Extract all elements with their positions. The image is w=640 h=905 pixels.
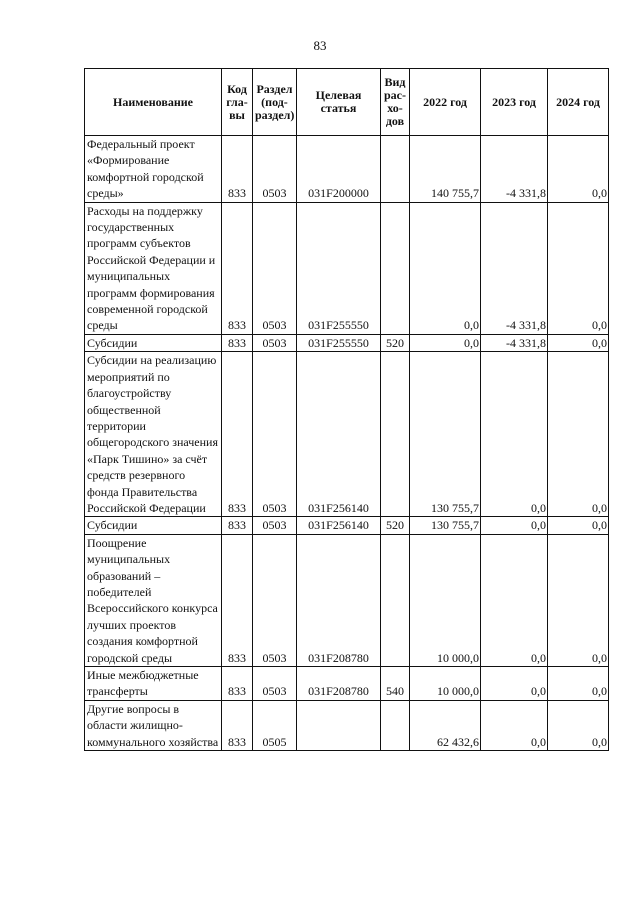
row-2022: 62 432,6 <box>410 700 481 750</box>
row-2023: 0,0 <box>481 517 548 534</box>
row-2022: 130 755,7 <box>410 517 481 534</box>
row-2024: 0,0 <box>548 667 609 701</box>
row-target: 031F256140 <box>297 517 381 534</box>
row-vid: 540 <box>381 667 410 701</box>
row-name: Федеральный проект «Формирование комфортной городской среды» <box>85 136 222 203</box>
header-row <box>85 69 609 136</box>
row-2023: 0,0 <box>481 667 548 701</box>
row-name: Расходы на поддержку государственных программ субъектов Российской Федерации и муниципальных программ формирования современной городской среды <box>85 202 222 334</box>
row-code: 833 <box>222 352 253 517</box>
row-2024: 0,0 <box>548 352 609 517</box>
row-code: 833 <box>222 517 253 534</box>
row-section: 0503 <box>253 517 297 534</box>
table-row <box>85 700 609 750</box>
table-row <box>85 334 609 351</box>
page-number: 83 <box>313 38 327 53</box>
row-section: 0503 <box>253 202 297 334</box>
row-code: 833 <box>222 202 253 334</box>
row-2022: 140 755,7 <box>410 136 481 203</box>
row-vid: 520 <box>381 334 410 351</box>
row-2022: 10 000,0 <box>410 667 481 701</box>
row-2022: 0,0 <box>410 202 481 334</box>
row-vid <box>381 136 410 203</box>
header-2022: 2022 год <box>410 69 481 136</box>
row-2022: 130 755,7 <box>410 352 481 517</box>
row-code: 833 <box>222 334 253 351</box>
header-2023: 2023 год <box>481 69 548 136</box>
row-vid <box>381 352 410 517</box>
row-code: 833 <box>222 667 253 701</box>
row-2024: 0,0 <box>548 334 609 351</box>
table-row <box>85 517 609 534</box>
row-section: 0503 <box>253 534 297 666</box>
table-row <box>85 667 609 701</box>
row-2024: 0,0 <box>548 202 609 334</box>
row-name: Субсидии <box>85 334 222 351</box>
row-vid <box>381 202 410 334</box>
table-row <box>85 202 609 334</box>
row-target: 031F255550 <box>297 334 381 351</box>
row-2023: -4 331,8 <box>481 334 548 351</box>
row-name: Иные межбюджетные трансферты <box>85 667 222 701</box>
row-2022: 10 000,0 <box>410 534 481 666</box>
table-row <box>85 352 609 517</box>
header-code: Код гла- вы <box>222 69 253 136</box>
row-2024: 0,0 <box>548 534 609 666</box>
row-code: 833 <box>222 534 253 666</box>
row-2024: 0,0 <box>548 136 609 203</box>
row-section: 0503 <box>253 334 297 351</box>
header-vid: Вид рас- хо- дов <box>381 69 410 136</box>
row-vid <box>381 534 410 666</box>
row-target: 031F255550 <box>297 202 381 334</box>
row-section: 0505 <box>253 700 297 750</box>
row-name: Другие вопросы в области жилищно-коммунального хозяйства <box>85 700 222 750</box>
row-2023: 0,0 <box>481 352 548 517</box>
row-section: 0503 <box>253 352 297 517</box>
row-target: 031F200000 <box>297 136 381 203</box>
row-name: Поощрение муниципальных образований – победителей Всероссийского конкурса лучших проектов создания комфортной городской среды <box>85 534 222 666</box>
row-code: 833 <box>222 700 253 750</box>
row-target: 031F208780 <box>297 667 381 701</box>
header-target: Целевая статья <box>297 69 381 136</box>
row-section: 0503 <box>253 667 297 701</box>
row-section: 0503 <box>253 136 297 203</box>
row-code: 833 <box>222 136 253 203</box>
row-2024: 0,0 <box>548 700 609 750</box>
table-body <box>85 136 609 751</box>
header-section: Раздел (под- раздел) <box>253 69 297 136</box>
budget-table <box>84 68 609 751</box>
row-2023: 0,0 <box>481 700 548 750</box>
row-name: Субсидии на реализацию мероприятий по благоустройству общественной территории общегородского значения «Парк Тишино» за счёт средств резервного фонда Правительства Российской Федерации <box>85 352 222 517</box>
header-name: Наименование <box>85 69 222 136</box>
row-target: 031F256140 <box>297 352 381 517</box>
header-2024: 2024 год <box>548 69 609 136</box>
table-row <box>85 136 609 203</box>
row-target <box>297 700 381 750</box>
row-vid: 520 <box>381 517 410 534</box>
row-target: 031F208780 <box>297 534 381 666</box>
row-2023: -4 331,8 <box>481 202 548 334</box>
row-2022: 0,0 <box>410 334 481 351</box>
row-2024: 0,0 <box>548 517 609 534</box>
row-2023: -4 331,8 <box>481 136 548 203</box>
row-name: Субсидии <box>85 517 222 534</box>
table-header <box>85 69 609 136</box>
table-row <box>85 534 609 666</box>
row-vid <box>381 700 410 750</box>
row-2023: 0,0 <box>481 534 548 666</box>
